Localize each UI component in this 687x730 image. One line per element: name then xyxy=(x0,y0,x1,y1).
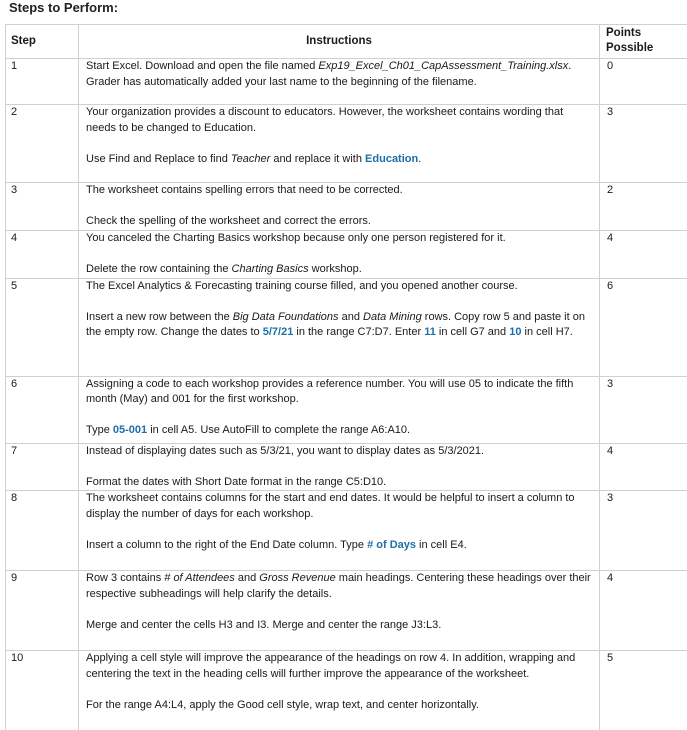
step-points: 2 xyxy=(600,183,687,231)
instruction-text: Applying a cell style will improve the appearance of the headings on row 4. In addition, wrapping and centering the text in the heading cells will further improve the appearance of the worksheet. xyxy=(86,652,576,680)
table-header-row xyxy=(6,25,687,59)
instruction-italic-text: Gross Revenue xyxy=(259,572,336,584)
instruction-task-paragraph xyxy=(86,310,592,341)
instruction-task-paragraph xyxy=(86,538,592,554)
instruction-italic-text: # of Attendees xyxy=(164,572,235,584)
step-instructions xyxy=(79,105,600,183)
step-instructions xyxy=(79,278,600,376)
instruction-paragraph xyxy=(86,491,592,522)
instruction-paragraph xyxy=(86,377,592,408)
step-instructions xyxy=(79,651,600,730)
instruction-paragraph xyxy=(86,651,592,682)
step-number: 5 xyxy=(6,278,79,376)
instruction-italic-text: Charting Basics xyxy=(231,262,309,275)
step-instructions xyxy=(79,183,600,231)
instruction-text: Your organization provides a discount to educators. However, the worksheet contains wording that needs to be changed to Education. xyxy=(86,106,564,134)
step-instructions xyxy=(79,491,600,571)
instruction-text: Assigning a code to each workshop provides a reference number. You will use 05 to indicate the fifth month (May) and 001 for the first workshop. xyxy=(86,377,574,405)
instruction-text: Use Find and Replace to find xyxy=(86,152,231,165)
instruction-text: in cell A5. Use AutoFill to complete the range A6:A10. xyxy=(147,424,411,436)
step-row xyxy=(6,183,687,231)
step-instructions xyxy=(79,59,600,105)
instruction-text: Row 3 contains xyxy=(86,572,165,584)
instruction-text: . Grader has automatically added your last name to the beginning of the filename. xyxy=(86,60,572,88)
step-points: 4 xyxy=(600,443,687,491)
step-number: 8 xyxy=(6,491,79,571)
points-column-header: Points Possible xyxy=(600,25,687,59)
step-points: 5 xyxy=(600,651,687,730)
step-points: 0 xyxy=(600,59,687,105)
instruction-task-paragraph xyxy=(86,152,592,168)
instruction-task-paragraph xyxy=(86,618,592,634)
step-row xyxy=(6,59,687,105)
instruction-paragraph xyxy=(86,444,592,460)
instruction-paragraph xyxy=(86,105,592,136)
step-number: 3 xyxy=(6,183,79,231)
instruction-text: Instead of displaying dates such as 5/3/21, you want to display dates as 5/3/2021. xyxy=(86,444,485,457)
instruction-task-paragraph xyxy=(86,698,592,714)
instruction-task-paragraph xyxy=(86,423,592,439)
instruction-text: Format the dates with Short Date format in the range C5:D10. xyxy=(86,475,387,488)
instruction-text: Delete the row containing the xyxy=(86,262,232,275)
instruction-italic-text: Data Mining xyxy=(363,310,422,323)
instruction-highlight-text: Education xyxy=(365,152,419,165)
instruction-task-paragraph xyxy=(86,262,592,278)
step-points: 4 xyxy=(600,230,687,278)
instruction-text: Check the spelling of the worksheet and correct the errors. xyxy=(86,215,371,227)
step-number: 7 xyxy=(6,443,79,491)
instruction-paragraph xyxy=(86,231,592,247)
step-number: 6 xyxy=(6,376,79,443)
instructions-column-header: Instructions xyxy=(79,25,600,59)
step-row xyxy=(6,443,687,491)
instruction-highlight-text: 5/7/21 xyxy=(262,326,294,338)
step-number: 1 xyxy=(6,59,79,105)
instruction-text: Start Excel. Download and open the file named xyxy=(86,60,319,72)
step-row xyxy=(6,651,687,730)
section-heading: Steps to Perform: xyxy=(9,0,119,15)
instruction-text: rows. Copy row 5 and paste it on the empty row. Change the dates to xyxy=(86,310,585,338)
step-points: 4 xyxy=(600,571,687,651)
instruction-text: Merge and center the cells H3 and I3. Merge and center the range J3:L3. xyxy=(86,618,442,631)
step-points: 3 xyxy=(600,105,687,183)
step-instructions xyxy=(79,230,600,278)
step-number: 4 xyxy=(6,230,79,278)
step-instructions xyxy=(79,376,600,443)
instruction-highlight-text: 05-001 xyxy=(112,424,148,436)
instruction-text: Type xyxy=(86,424,113,436)
instruction-paragraph xyxy=(86,279,592,295)
instruction-task-paragraph xyxy=(86,475,592,491)
step-points: 6 xyxy=(600,278,687,376)
instruction-text: The worksheet contains columns for the start and end dates. It would be helpful to insert a column to display the number of days for each workshop. xyxy=(86,492,575,520)
instruction-text: in cell G7 and xyxy=(435,326,510,338)
step-number: 9 xyxy=(6,571,79,651)
instruction-text: and replace it with xyxy=(270,152,366,165)
instruction-text: You canceled the Charting Basics workshop because only one person registered for it. xyxy=(86,231,506,244)
instruction-text: in cell E4. xyxy=(416,538,467,551)
instruction-paragraph xyxy=(86,59,592,90)
steps-table xyxy=(5,24,687,730)
instruction-text: and xyxy=(338,310,364,323)
step-row xyxy=(6,278,687,376)
instruction-text: For the range A4:L4, apply the Good cell style, wrap text, and center horizontally. xyxy=(86,698,479,711)
step-instructions xyxy=(79,443,600,491)
step-number: 10 xyxy=(6,651,79,730)
step-column-header: Step xyxy=(6,25,79,59)
instruction-paragraph xyxy=(86,183,592,199)
instruction-paragraph xyxy=(86,571,592,602)
step-row xyxy=(6,230,687,278)
step-row xyxy=(6,571,687,651)
instruction-text: workshop. xyxy=(308,262,362,275)
instruction-text: in cell H7. xyxy=(521,326,573,338)
step-points: 3 xyxy=(600,376,687,443)
instruction-italic-text: Teacher xyxy=(230,152,271,165)
instruction-text: The Excel Analytics & Forecasting training course filled, and you opened another course. xyxy=(86,279,518,292)
step-instructions xyxy=(79,571,600,651)
instruction-highlight-text: 10 xyxy=(509,326,522,338)
step-row xyxy=(6,105,687,183)
instruction-task-paragraph xyxy=(86,214,592,230)
instruction-text: The worksheet contains spelling errors that need to be corrected. xyxy=(86,184,403,196)
instruction-text: in the range C7:D7. Enter xyxy=(293,326,425,338)
instruction-text: Insert a column to the right of the End Date column. Type xyxy=(86,538,368,551)
instruction-text: . xyxy=(418,152,422,165)
step-row xyxy=(6,491,687,571)
step-row xyxy=(6,376,687,443)
instruction-italic-text: Exp19_Excel_Ch01_CapAssessment_Training.xlsx xyxy=(318,60,569,72)
instruction-text: Insert a new row between the xyxy=(86,310,233,323)
step-number: 2 xyxy=(6,105,79,183)
instruction-highlight-text: 11 xyxy=(424,326,436,338)
step-points: 3 xyxy=(600,491,687,571)
instruction-text: and xyxy=(234,572,260,584)
instruction-text: main headings. Centering these headings over their respective subheadings will help clarify the details. xyxy=(86,572,591,600)
instruction-italic-text: Big Data Foundations xyxy=(232,310,339,323)
instruction-highlight-text: # of Days xyxy=(367,538,416,551)
